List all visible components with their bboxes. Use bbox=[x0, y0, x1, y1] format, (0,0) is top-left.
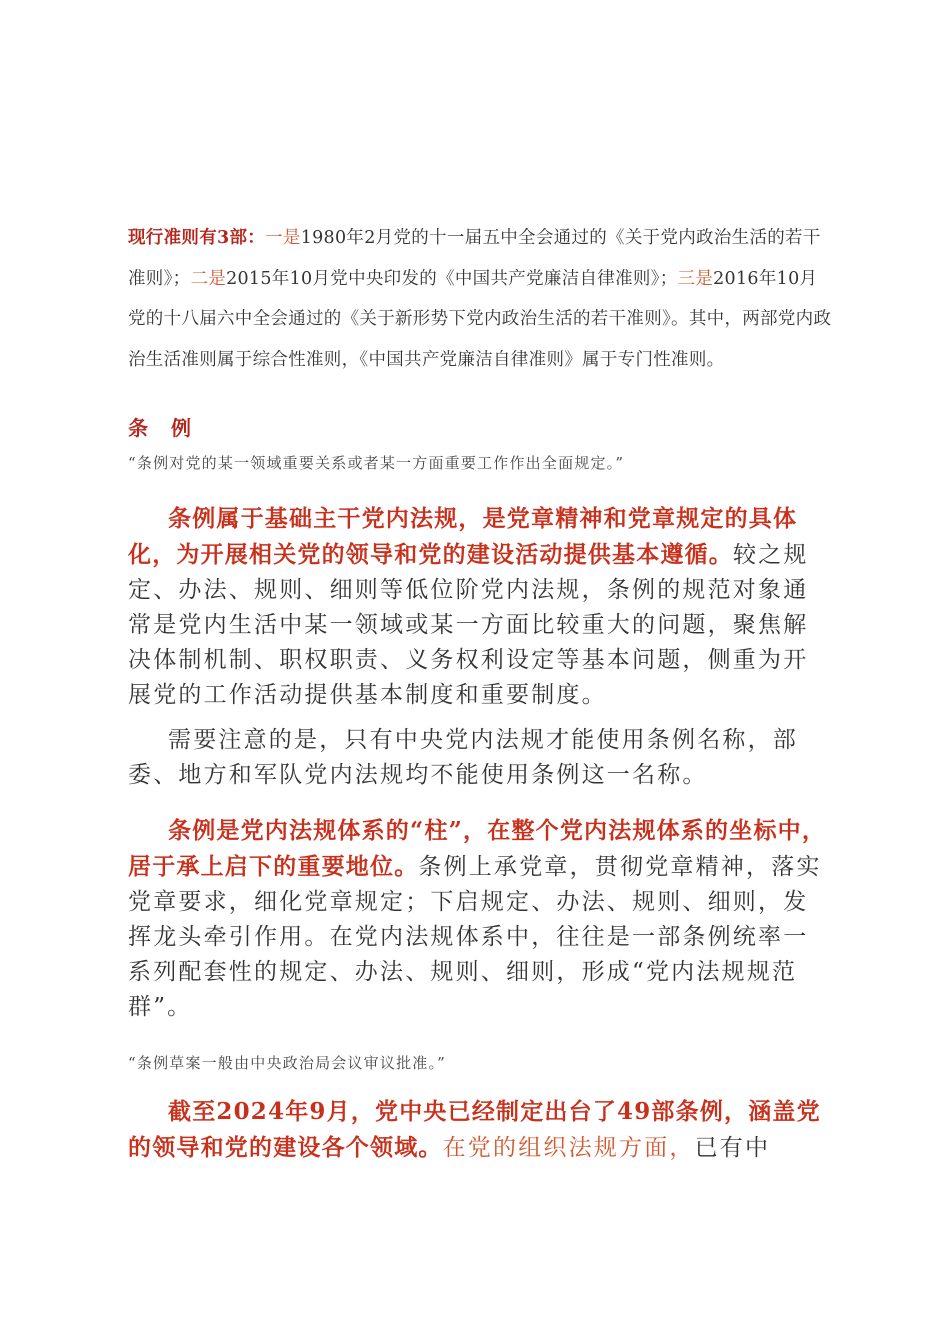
section-heading: 条 例 bbox=[128, 416, 199, 440]
paragraph-count bbox=[128, 1094, 833, 1166]
rules-label: 现行准则有3部： bbox=[128, 228, 266, 248]
paragraph-pillar bbox=[128, 813, 833, 1025]
item2-text: 2015年10月党中央印发的《中国共产党廉洁自律准则》； bbox=[226, 268, 678, 289]
quote-approval: “条例草案一般由中央政治局会议审议批准。” bbox=[128, 1054, 447, 1072]
item1-marker: 一是 bbox=[265, 228, 301, 248]
paragraph-body: 需要注意的是，只有中央党内法规才能使用条例名称，部委、地方和军队党内法规均不能使用条例这一名称。 bbox=[128, 727, 798, 788]
item3-text: 2016年10月党的十八届六中全会通过的《关于新形势下党内政治生活的若干准则》。其中，两部党内政治生活准则属于综合性准则，《中国共产党廉洁自律准则》属于专门性准则。 bbox=[128, 268, 832, 370]
current-rules-paragraph bbox=[128, 218, 833, 380]
item2-marker: 二是 bbox=[190, 268, 227, 289]
paragraph-lead: 条例是党内法规体系的“柱”，在整个党内法规体系的坐标中，居于承上启下的重要地位。 bbox=[128, 817, 827, 880]
paragraph-naming-note bbox=[128, 723, 833, 793]
paragraph-basic-regulation bbox=[128, 501, 833, 713]
item3-marker: 三是 bbox=[677, 268, 714, 289]
paragraph-lead: 截至2024年9月，党中央已经制定出台了49部条例，涵盖党的领导和党的建设各个领域。 bbox=[128, 1098, 821, 1161]
paragraph-body: 条例上承党章，贯彻党章精神，落实党章要求，细化党章规定；下启规定、办法、规则、细则，发挥龙头牵引作用。在党内法规体系中，往往是一部条例统率一系列配套性的规定、办法、规则、细则，形成“党内法规规范群”。 bbox=[128, 854, 822, 1020]
paragraph-lead: 条例属于基础主干党内法规，是党章精神和党章规定的具体化，为开展相关党的领导和党的建设活动提供基本遵循。 bbox=[128, 505, 798, 568]
paragraph-body: 较之规定、办法、规则、细则等低位阶党内法规，条例的规范对象通常是党内生活中某一领域或某一方面比较重大的问题，聚焦解决体制机制、职权职责、义务权利设定等基本问题，侧重为开展党的工作活动提供基本制度和重要制度。 bbox=[128, 542, 809, 708]
item1-text: 1980年2月党的十一届五中全会通过的《关于党内政治生活的若干准则》； bbox=[128, 228, 821, 289]
paragraph-tail-highlight: 在党的组织法规方面， bbox=[442, 1135, 695, 1161]
paragraph-tail: 已有中 bbox=[694, 1135, 771, 1161]
quote-definition: “条例对党的某一领域重要关系或者某一方面重要工作作出全面规定。” bbox=[128, 454, 625, 472]
